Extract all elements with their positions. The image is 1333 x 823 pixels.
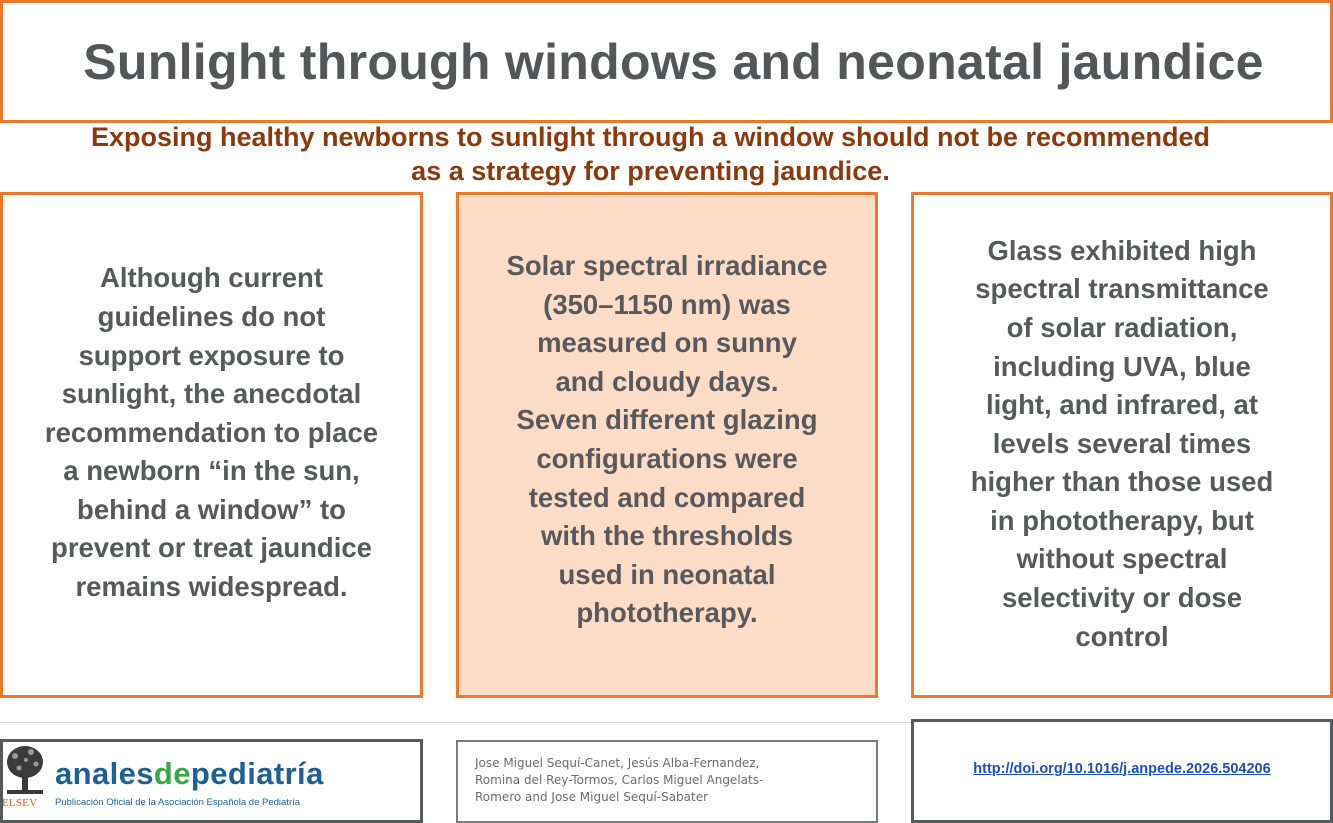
panel-line: guidelines do not <box>97 300 326 332</box>
panel-line: Glass exhibited high <box>987 234 1257 266</box>
panel-line: light, and infrared, at <box>986 389 1258 421</box>
results-panel <box>911 192 1333 698</box>
panel-line: measured on sunny <box>537 327 797 359</box>
panel-line: Although current <box>99 262 324 294</box>
journal-logo <box>55 754 324 794</box>
panel-line: Seven different glazing <box>516 404 818 436</box>
doi-link[interactable]: http://doi.org/10.1016/j.anpede.2026.504206 <box>973 760 1271 777</box>
key-message-line: as a strategy for preventing jaundice. <box>411 156 890 186</box>
panel-line: with the thresholds <box>540 520 794 552</box>
panel-line: Solar spectral irradiance <box>506 250 828 282</box>
background-text <box>45 259 378 606</box>
methods-text <box>507 247 828 633</box>
authors-box <box>456 740 878 823</box>
journal-name-part: de <box>153 756 191 791</box>
panel-line: without spectral <box>1016 543 1228 575</box>
panel-line: behind a window” to <box>77 493 346 525</box>
authors-line: Romina del Rey-Tormos, Carlos Miguel Angelats- <box>475 773 764 787</box>
results-text <box>971 232 1274 657</box>
journal-name-part: anales <box>55 756 154 791</box>
panel-line: support exposure to <box>78 339 345 371</box>
key-message-line: Exposing healthy newborns to sunlight through a window should not be recommended <box>90 122 1211 152</box>
panel-line: configurations were <box>536 443 798 474</box>
panel-line: (350–1150 nm) was <box>543 288 791 320</box>
panel-line: in phototherapy, but <box>990 504 1254 536</box>
doi-box <box>911 719 1333 823</box>
panel-line: control <box>1075 620 1169 652</box>
panel-line: prevent or treat jaundice <box>51 532 372 564</box>
panel-line: phototherapy. <box>576 597 758 629</box>
panel-line: used in neonatal <box>558 558 776 590</box>
page-title: Sunlight through windows and neonatal jaundice <box>83 33 1264 90</box>
panel-line: recommendation to place <box>44 416 379 448</box>
journal-name-part: pediatría <box>190 756 324 791</box>
panel-line: levels several times <box>992 427 1252 459</box>
authors-line: Jose Miguel Sequí-Canet, Jesús Alba-Fernandez, <box>475 756 760 770</box>
publisher-wordmark: ELSEV <box>2 797 38 809</box>
panel-line: including UVA, blue <box>993 350 1251 382</box>
title-banner <box>0 0 1333 123</box>
key-message <box>0 120 1301 188</box>
panel-line: spectral transmittance <box>975 273 1269 305</box>
panel-line: sunlight, the anecdotal <box>61 378 362 410</box>
journal-subtitle: Publicación Oficial de la Asociación Española de Pediatría <box>55 797 301 808</box>
background-panel <box>0 192 423 698</box>
panel-line: remains widespread. <box>75 571 348 603</box>
methods-panel <box>456 192 878 698</box>
panel-line: a newborn “in the sun, <box>63 455 360 487</box>
elsevier-tree-icon <box>3 742 47 797</box>
panel-line: selectivity or dose <box>1002 582 1242 614</box>
panel-line: of solar radiation, <box>1006 311 1238 343</box>
panel-line: higher than those used <box>970 466 1274 498</box>
panel-line: tested and compared <box>528 481 806 513</box>
panel-line: and cloudy days. <box>555 365 779 397</box>
authors-line: Romero and Jose Miguel Sequí-Sabater <box>475 790 709 804</box>
